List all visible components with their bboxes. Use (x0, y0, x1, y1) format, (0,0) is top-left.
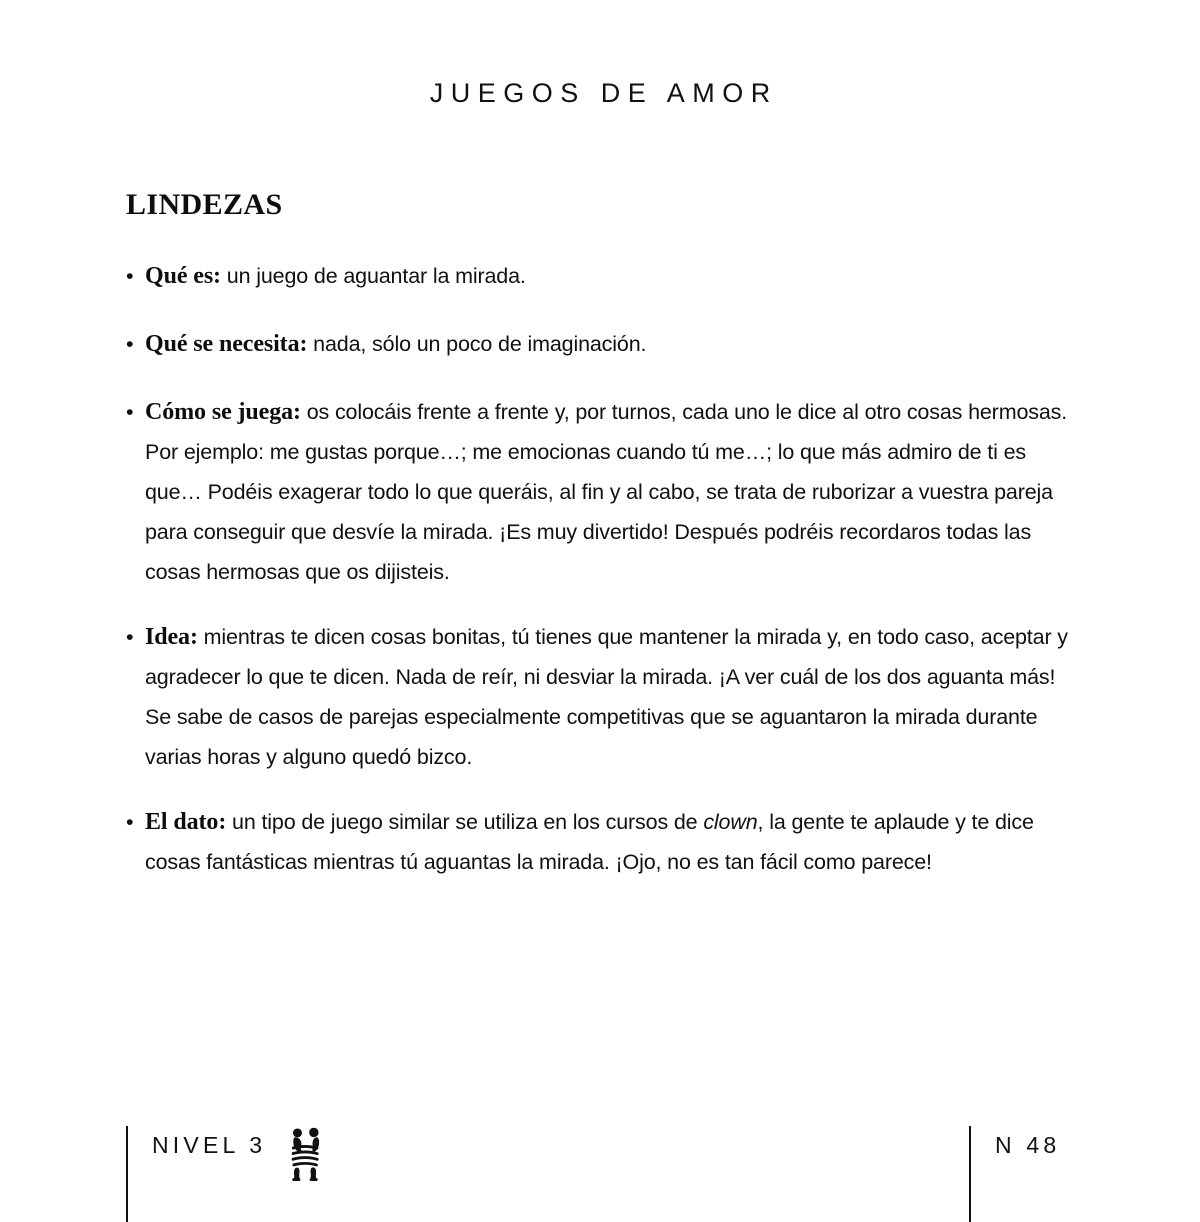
footer-page-number (969, 1104, 1060, 1200)
list-item-body-before: un tipo de juego similar se utiliza en los cursos de (226, 809, 704, 834)
list-item-body: nada, sólo un poco de imaginación. (307, 331, 647, 356)
list-item-lead: Qué se necesita: (145, 330, 308, 357)
page-footer (0, 1104, 1200, 1200)
page-title: LINDEZAS (126, 188, 283, 222)
page-number-label: N 48 (995, 1132, 1061, 1158)
running-head: JUEGOS DE AMOR (429, 78, 778, 108)
list-item (126, 802, 1078, 882)
embracing-couple-icon (288, 1126, 324, 1182)
list-item-lead: Qué es: (145, 262, 221, 289)
list-item-lead: Cómo se juega: (145, 398, 301, 425)
bullet-dot-icon: • (126, 263, 134, 288)
footer-divider-right (969, 1126, 971, 1222)
bullet-dot-icon: • (126, 331, 134, 356)
list-item (126, 392, 1078, 592)
list-item (126, 256, 1078, 296)
list-item-body: un juego de aguantar la mirada. (220, 263, 526, 288)
bullet-dot-icon: • (126, 624, 134, 649)
list-item-lead: Idea: (145, 623, 198, 650)
footer-level (126, 1104, 324, 1200)
list-item-body: mientras te dicen cosas bonitas, tú tienes que mantener la mirada y, en todo caso, aceptar y agradecer lo que te dicen. Nada de reír, ni desviar la mirada. ¡A ver cuál de los dos aguanta más! Se sabe de casos de parejas especialmente competitivas que se aguantaron la mirada durante varias horas y alguno quedó bizco. (145, 624, 1068, 769)
bullet-dot-icon: • (126, 399, 134, 424)
bullet-dot-icon: • (126, 809, 134, 834)
footer-divider-left (126, 1126, 128, 1222)
level-label: NIVEL 3 (152, 1132, 267, 1158)
list-item (126, 324, 1078, 364)
list-item-body-after: , la gente te aplaude y te dice cosas fantásticas mientras tú aguantas la mirada. ¡Ojo, no es tan fácil como parece! (145, 809, 1034, 874)
list-item (126, 617, 1078, 777)
list-item-italic-term: clown (703, 809, 758, 834)
body-content (126, 234, 1078, 882)
list-item-body: os colocáis frente a frente y, por turnos, cada uno le dice al otro cosas hermosas. Por ejemplo: me gustas porque…; me emocionas cuando tú me…; lo que más admiro de ti es que… Podéis exagerar todo lo que queráis, al fin y al cabo, se trata de ruborizar a vuestra pareja para conseguir que desvíe la mirada. ¡Es muy divertido! Después podréis recordaros todas las cosas hermosas que os dijisteis. (145, 399, 1068, 584)
list-item-lead: El dato: (145, 808, 227, 835)
